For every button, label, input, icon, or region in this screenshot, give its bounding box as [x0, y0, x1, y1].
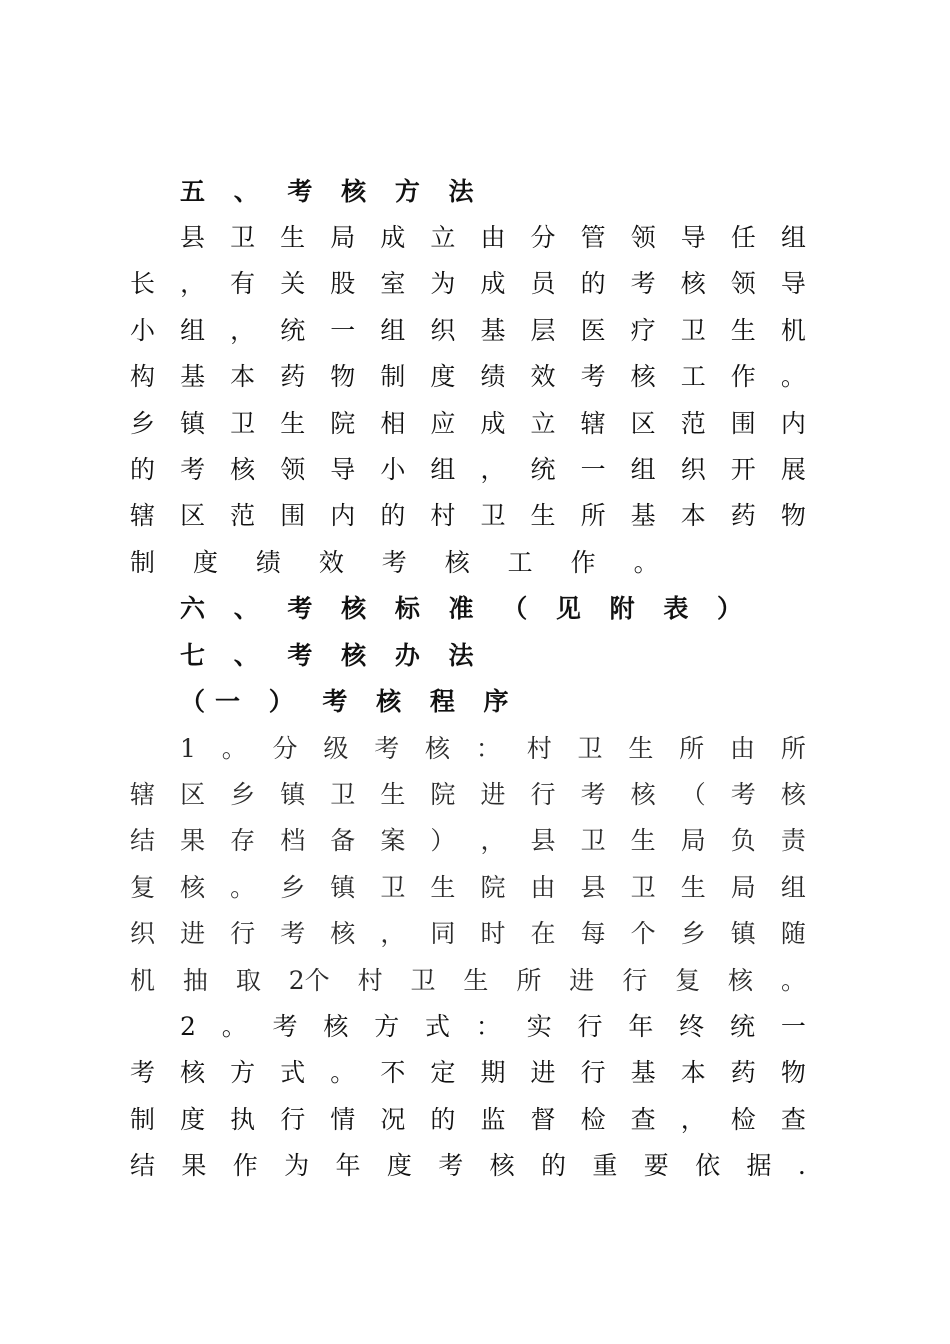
glyph: 考 — [180, 455, 206, 484]
glyph: 一 — [780, 1012, 806, 1041]
glyph: 区 — [630, 409, 656, 438]
glyph: 核 — [180, 1058, 206, 1087]
glyph: 核 — [425, 734, 451, 763]
paragraph-line — [130, 1146, 806, 1186]
glyph: 围 — [280, 501, 306, 530]
glyph: 室 — [380, 269, 406, 298]
glyph: 进 — [480, 780, 506, 809]
glyph: 档 — [280, 826, 306, 855]
glyph: 卫 — [380, 873, 406, 902]
section-heading-six — [180, 589, 806, 629]
glyph: 。 — [221, 734, 247, 763]
glyph: 构 — [130, 362, 156, 391]
glyph: 乡 — [230, 780, 256, 809]
glyph: ， — [380, 919, 406, 948]
glyph: 年 — [335, 1151, 361, 1180]
glyph: 院 — [480, 873, 506, 902]
paragraph-line — [180, 729, 806, 769]
glyph: 卫 — [230, 223, 256, 252]
paragraph-line — [130, 543, 806, 583]
glyph: 况 — [380, 1105, 406, 1134]
paragraph-line — [130, 496, 806, 536]
glyph: 所 — [580, 501, 606, 530]
glyph: 所 — [780, 734, 806, 763]
glyph: 物 — [780, 501, 806, 530]
glyph: 管 — [580, 223, 606, 252]
glyph: 乡 — [280, 873, 306, 902]
glyph: 立 — [430, 223, 456, 252]
glyph: 组 — [780, 223, 806, 252]
glyph: 由 — [730, 734, 756, 763]
glyph: 制 — [380, 362, 406, 391]
glyph: 物 — [780, 1058, 806, 1087]
glyph: 领 — [730, 269, 756, 298]
glyph: 备 — [330, 826, 356, 855]
glyph: 局 — [730, 873, 756, 902]
glyph: 核 — [489, 1151, 515, 1180]
glyph: 生 — [530, 501, 556, 530]
glyph: 。 — [330, 1058, 356, 1087]
glyph: 组 — [180, 316, 206, 345]
glyph: 本 — [230, 362, 256, 391]
glyph: 方 — [230, 1058, 256, 1087]
glyph: 范 — [680, 409, 706, 438]
glyph: 复 — [675, 966, 701, 995]
glyph: 县 — [530, 826, 556, 855]
glyph: 2个 — [288, 966, 330, 995]
glyph: 据 — [746, 1151, 772, 1180]
glyph: 2 — [180, 1012, 196, 1041]
glyph: 所 — [679, 734, 705, 763]
glyph: 药 — [730, 501, 756, 530]
glyph: 乡 — [130, 409, 156, 438]
glyph: 乡 — [680, 919, 706, 948]
heading-text: 五 、 考 核 方 法 — [180, 177, 484, 206]
glyph: 物 — [330, 362, 356, 391]
glyph: 小 — [130, 316, 156, 345]
glyph: 镇 — [180, 409, 206, 438]
glyph: 。 — [230, 873, 256, 902]
glyph: 查 — [630, 1105, 656, 1134]
glyph: 不 — [380, 1058, 406, 1087]
paragraph-line — [130, 311, 806, 351]
glyph: 股 — [330, 269, 356, 298]
glyph: 医 — [580, 316, 606, 345]
glyph: 小 — [380, 455, 406, 484]
glyph: 任 — [730, 223, 756, 252]
glyph: 卫 — [330, 780, 356, 809]
glyph: 统 — [530, 455, 556, 484]
glyph: ， — [680, 1105, 706, 1134]
glyph: 结 — [130, 826, 156, 855]
glyph: 基 — [180, 362, 206, 391]
glyph: 度 — [430, 362, 456, 391]
glyph: 效 — [530, 362, 556, 391]
glyph: 督 — [530, 1105, 556, 1134]
section-heading-five — [180, 172, 806, 212]
glyph: 考 — [130, 1058, 156, 1087]
glyph: 卫 — [410, 966, 436, 995]
glyph: 考 — [580, 362, 606, 391]
glyph: ： — [475, 734, 501, 763]
paragraph-line — [130, 961, 806, 1001]
glyph: ） — [430, 826, 456, 855]
glyph: ， — [230, 316, 256, 345]
paragraph-line — [130, 868, 806, 908]
glyph: 生 — [280, 409, 306, 438]
glyph: 层 — [530, 316, 556, 345]
glyph: 每 — [580, 919, 606, 948]
glyph: 分 — [272, 734, 298, 763]
glyph: 的 — [380, 501, 406, 530]
glyph: 生 — [430, 873, 456, 902]
glyph: 县 — [580, 873, 606, 902]
glyph: 组 — [630, 455, 656, 484]
glyph: 卫 — [680, 316, 706, 345]
glyph: 存 — [230, 826, 256, 855]
heading-text: 七 、 考 核 办 法 — [180, 641, 484, 670]
glyph: 在 — [530, 919, 556, 948]
section-heading-seven — [180, 636, 806, 676]
glyph: 进 — [569, 966, 595, 995]
glyph: 卫 — [630, 873, 656, 902]
glyph: 定 — [430, 1058, 456, 1087]
glyph: 执 — [230, 1105, 256, 1134]
glyph: 依 — [695, 1151, 721, 1180]
glyph: ： — [475, 1012, 501, 1041]
glyph: 基 — [480, 316, 506, 345]
glyph: 局 — [330, 223, 356, 252]
glyph: 考 — [730, 780, 756, 809]
glyph: 县 — [180, 223, 206, 252]
glyph: 为 — [284, 1151, 310, 1180]
glyph: 行 — [577, 1012, 603, 1041]
glyph: 一 — [580, 455, 606, 484]
glyph: 行 — [530, 780, 556, 809]
glyph: 织 — [430, 316, 456, 345]
glyph: 行 — [580, 1058, 606, 1087]
glyph: 作 — [232, 1151, 258, 1180]
glyph: 村 — [430, 501, 456, 530]
paragraph-line — [130, 775, 806, 815]
glyph: ， — [480, 455, 506, 484]
glyph: 导 — [680, 223, 706, 252]
glyph: 度 — [386, 1151, 412, 1180]
paragraph-line — [130, 821, 806, 861]
glyph: 案 — [380, 826, 406, 855]
glyph: 组 — [780, 873, 806, 902]
glyph: 作 — [730, 362, 756, 391]
glyph: 药 — [730, 1058, 756, 1087]
glyph: 核 — [230, 455, 256, 484]
glyph: 分 — [530, 223, 556, 252]
paragraph-line — [130, 357, 806, 397]
glyph: 同 — [430, 919, 456, 948]
glyph: 随 — [780, 919, 806, 948]
glyph: 统 — [280, 316, 306, 345]
glyph: 考 — [630, 269, 656, 298]
paragraph-line — [130, 450, 806, 490]
glyph: 本 — [680, 501, 706, 530]
glyph: . — [797, 1151, 806, 1180]
glyph: 一 — [330, 316, 356, 345]
glyph: 抽 — [182, 966, 208, 995]
glyph: 统 — [730, 1012, 756, 1041]
glyph: 考 — [438, 1151, 464, 1180]
glyph: 的 — [541, 1151, 567, 1180]
glyph: 1 — [180, 734, 196, 763]
glyph: 组 — [430, 455, 456, 484]
glyph: 立 — [530, 409, 556, 438]
glyph: 期 — [480, 1058, 506, 1087]
glyph: 为 — [430, 269, 456, 298]
glyph: 情 — [330, 1105, 356, 1134]
glyph: 核 — [630, 362, 656, 391]
glyph: 成 — [480, 269, 506, 298]
glyph: 院 — [330, 409, 356, 438]
glyph: 镇 — [730, 919, 756, 948]
glyph: 级 — [323, 734, 349, 763]
glyph: 。 — [780, 362, 806, 391]
glyph: 应 — [430, 409, 456, 438]
glyph: 要 — [643, 1151, 669, 1180]
glyph: 生 — [628, 734, 654, 763]
glyph: 所 — [516, 966, 542, 995]
glyph: 有 — [230, 269, 256, 298]
glyph: 由 — [480, 223, 506, 252]
glyph: 工 — [680, 362, 706, 391]
glyph: 行 — [280, 1105, 306, 1134]
glyph: 生 — [380, 780, 406, 809]
glyph: 区 — [180, 780, 206, 809]
glyph: 卫 — [580, 826, 606, 855]
paragraph-line — [130, 914, 806, 954]
glyph: 方 — [374, 1012, 400, 1041]
glyph: 组 — [380, 316, 406, 345]
glyph: 。 — [780, 966, 806, 995]
glyph: 机 — [130, 966, 156, 995]
glyph: 生 — [680, 873, 706, 902]
glyph: 责 — [780, 826, 806, 855]
glyph: 实 — [526, 1012, 552, 1041]
glyph: 考 — [374, 734, 400, 763]
glyph: 度 — [180, 1105, 206, 1134]
glyph: 年 — [628, 1012, 654, 1041]
glyph: 成 — [480, 409, 506, 438]
subsection-heading-procedure — [180, 682, 806, 722]
paragraph-line — [130, 1100, 806, 1140]
glyph: 进 — [530, 1058, 556, 1087]
glyph: 复 — [130, 873, 156, 902]
glyph: 基 — [630, 1058, 656, 1087]
glyph: 镇 — [330, 873, 356, 902]
glyph: 行 — [622, 966, 648, 995]
glyph: 生 — [463, 966, 489, 995]
glyph: 导 — [330, 455, 356, 484]
glyph: 取 — [235, 966, 261, 995]
glyph: 考 — [272, 1012, 298, 1041]
glyph: 卫 — [577, 734, 603, 763]
glyph: 开 — [730, 455, 756, 484]
glyph: 。 — [221, 1012, 247, 1041]
glyph: 进 — [180, 919, 206, 948]
glyph: 镇 — [280, 780, 306, 809]
paragraph-line — [130, 404, 806, 444]
glyph: 式 — [425, 1012, 451, 1041]
glyph: 辖 — [580, 409, 606, 438]
paragraph-line — [130, 1053, 806, 1093]
glyph: 相 — [380, 409, 406, 438]
glyph: 区 — [180, 501, 206, 530]
glyph: 制 — [130, 1105, 156, 1134]
glyph: 考 — [580, 780, 606, 809]
glyph: 局 — [680, 826, 706, 855]
glyph: 织 — [130, 919, 156, 948]
glyph: 生 — [730, 316, 756, 345]
glyph: 辖 — [130, 501, 156, 530]
heading-text: （一 ） 考 核 程 序 — [180, 687, 519, 716]
glyph: 疗 — [630, 316, 656, 345]
glyph: 员 — [530, 269, 556, 298]
glyph: 领 — [280, 455, 306, 484]
paragraph-last-text: 制 度 绩 效 考 核 工 作 。 — [130, 548, 674, 577]
glyph: 结 — [130, 1151, 156, 1180]
glyph: 绩 — [480, 362, 506, 391]
glyph: 核 — [680, 269, 706, 298]
glyph: 检 — [730, 1105, 756, 1134]
glyph: 时 — [480, 919, 506, 948]
glyph: ， — [480, 826, 506, 855]
glyph: 负 — [730, 826, 756, 855]
glyph: 监 — [480, 1105, 506, 1134]
glyph: 核 — [728, 966, 754, 995]
glyph: 核 — [330, 919, 356, 948]
paragraph-line — [130, 264, 806, 304]
glyph: 的 — [130, 455, 156, 484]
glyph: 范 — [230, 501, 256, 530]
glyph: 围 — [730, 409, 756, 438]
glyph: 生 — [280, 223, 306, 252]
glyph: 的 — [580, 269, 606, 298]
glyph: 关 — [280, 269, 306, 298]
glyph: 领 — [630, 223, 656, 252]
glyph: 考 — [280, 919, 306, 948]
glyph: 生 — [630, 826, 656, 855]
glyph: 核 — [780, 780, 806, 809]
glyph: 核 — [323, 1012, 349, 1041]
glyph: 院 — [430, 780, 456, 809]
glyph: 查 — [780, 1105, 806, 1134]
glyph: 重 — [592, 1151, 618, 1180]
glyph: 长 — [130, 269, 156, 298]
glyph: 导 — [780, 269, 806, 298]
glyph: 本 — [680, 1058, 706, 1087]
heading-text: 六 、 考 核 标 准 （ 见 附 表 ） — [180, 594, 753, 623]
glyph: 核 — [630, 780, 656, 809]
glyph: 果 — [180, 826, 206, 855]
paragraph-line — [180, 218, 806, 258]
glyph: 检 — [580, 1105, 606, 1134]
glyph: 药 — [280, 362, 306, 391]
paragraph-line — [180, 1007, 806, 1047]
glyph: 织 — [680, 455, 706, 484]
glyph: 由 — [530, 873, 556, 902]
glyph: 行 — [230, 919, 256, 948]
glyph: 村 — [526, 734, 552, 763]
glyph: 果 — [181, 1151, 207, 1180]
glyph: 的 — [430, 1105, 456, 1134]
glyph: 辖 — [130, 780, 156, 809]
glyph: 成 — [380, 223, 406, 252]
glyph: 核 — [180, 873, 206, 902]
glyph: 内 — [330, 501, 356, 530]
glyph: 基 — [630, 501, 656, 530]
glyph: 终 — [679, 1012, 705, 1041]
glyph: 卫 — [230, 409, 256, 438]
glyph: 机 — [780, 316, 806, 345]
glyph: 卫 — [480, 501, 506, 530]
glyph: （ — [680, 780, 706, 809]
glyph: ， — [180, 269, 206, 298]
glyph: 展 — [780, 455, 806, 484]
glyph: 村 — [357, 966, 383, 995]
glyph: 内 — [780, 409, 806, 438]
glyph: 个 — [630, 919, 656, 948]
glyph: 式 — [280, 1058, 306, 1087]
